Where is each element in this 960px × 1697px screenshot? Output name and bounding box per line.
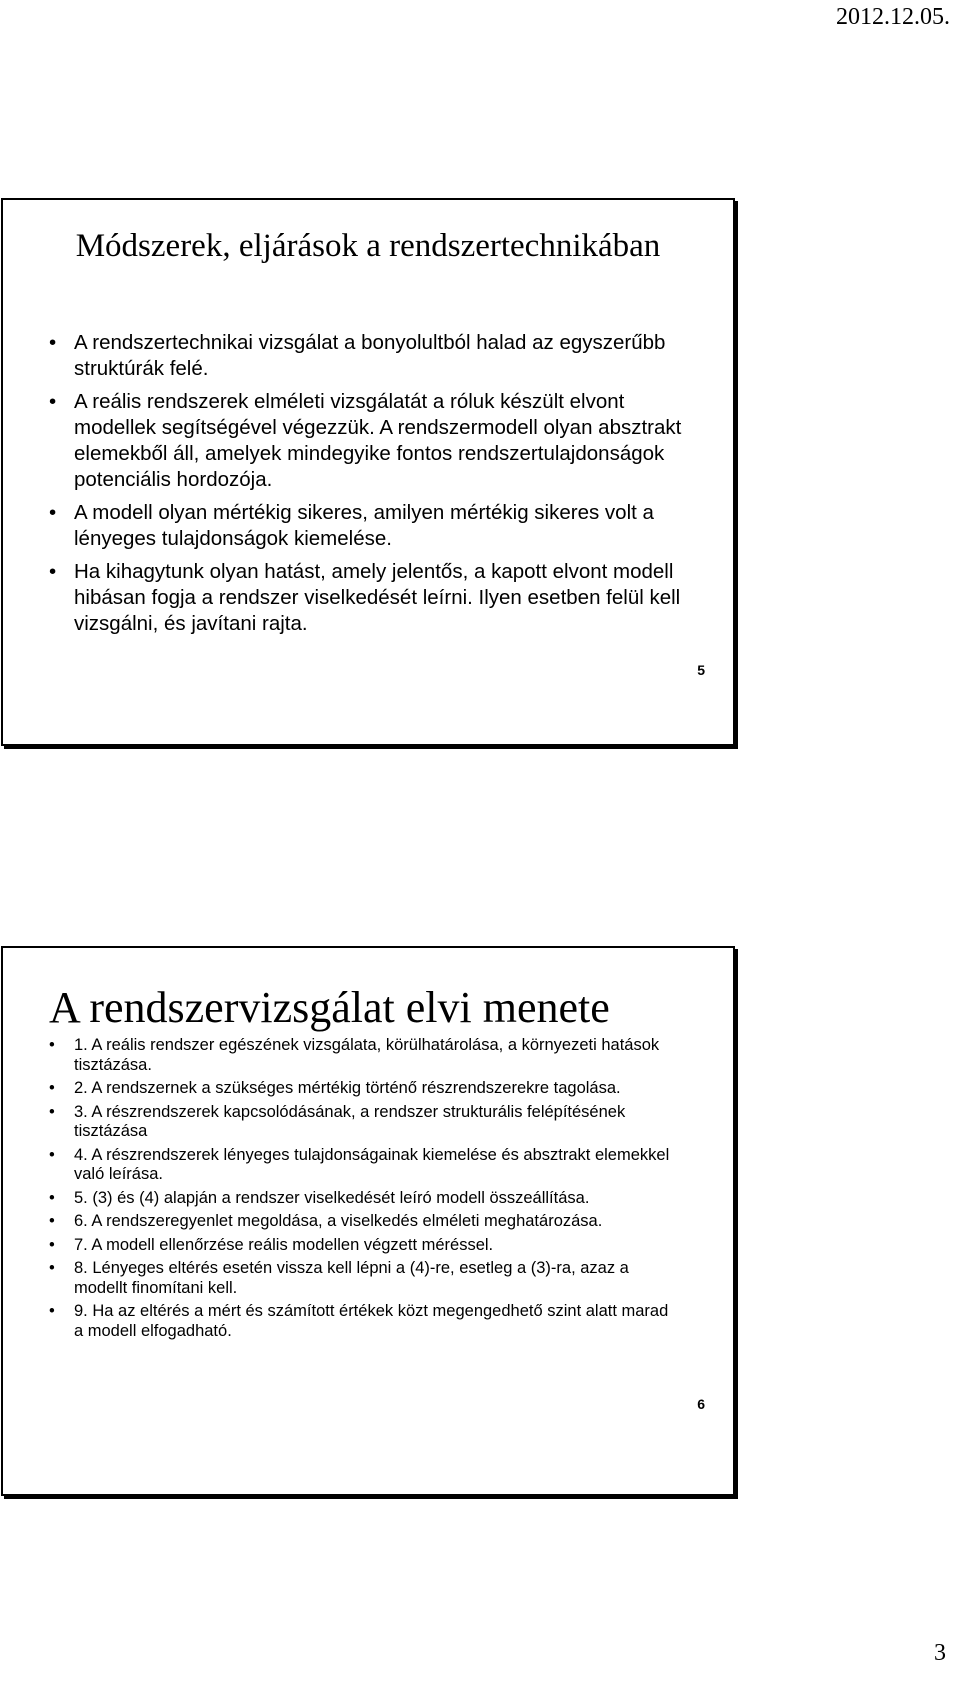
bullet-item: • 4. A részrendszerek lényeges tulajdonságainak kiemelése és absztrakt elemekkel való leírása.	[49, 1146, 673, 1185]
bullet-item: • A modell olyan mértékig sikeres, amilyen mértékig sikeres volt a lényeges tulajdonságok kiemelése.	[49, 500, 693, 552]
bullet-item: • 6. A rendszeregyenlet megoldása, a viselkedés elméleti meghatározása.	[49, 1212, 673, 1232]
bullet-list	[49, 330, 693, 644]
slide-title: A rendszervizsgálat elvi menete	[49, 983, 610, 1032]
slide-number: 5	[697, 662, 705, 678]
bullet-item: • A reális rendszerek elméleti vizsgálatát a róluk készült elvont modellek segítségével végezzük. A rendszermodell olyan absztrakt elemekből áll, amelyek mindegyike fontos rendszertulajdonságok potenciális hordozója.	[49, 389, 693, 493]
bullet-item: • 2. A rendszernek a szükséges mértékig történő részrendszerekre tagolása.	[49, 1079, 673, 1099]
page-number: 3	[934, 1640, 946, 1666]
bullet-item: • 1. A reális rendszer egészének vizsgálata, körülhatárolása, a környezeti hatások tisztázása.	[49, 1036, 673, 1075]
bullet-item: • 3. A részrendszerek kapcsolódásának, a rendszer strukturális felépítésének tisztázása	[49, 1103, 673, 1142]
slide-6	[1, 946, 735, 1496]
bullet-item: • 5. (3) és (4) alapján a rendszer viselkedését leíró modell összeállítása.	[49, 1189, 673, 1209]
bullet-item: • 9. Ha az eltérés a mért és számított értékek közt megengedhető szint alatt marad a modell elfogadható.	[49, 1302, 673, 1341]
header-date: 2012.12.05.	[836, 4, 950, 30]
bullet-item: • A rendszertechnikai vizsgálat a bonyolultból halad az egyszerűbb struktúrák felé.	[49, 330, 693, 382]
slide-title: Módszerek, eljárások a rendszertechnikában	[75, 228, 661, 264]
bullet-item: • Ha kihagytunk olyan hatást, amely jelentős, a kapott elvont modell hibásan fogja a rendszer viselkedését leírni. Ilyen esetben felül kell vizsgálni, és javítani rajta.	[49, 559, 693, 637]
bullet-item: • 8. Lényeges eltérés esetén vissza kell lépni a (4)-re, esetleg a (3)-ra, azaz a modellt finomítani kell.	[49, 1259, 673, 1298]
bullet-item: • 7. A modell ellenőrzése reális modellen végzett méréssel.	[49, 1236, 673, 1256]
bullet-list	[49, 1036, 673, 1345]
slide-number: 6	[697, 1396, 705, 1412]
slide-5	[1, 198, 735, 746]
